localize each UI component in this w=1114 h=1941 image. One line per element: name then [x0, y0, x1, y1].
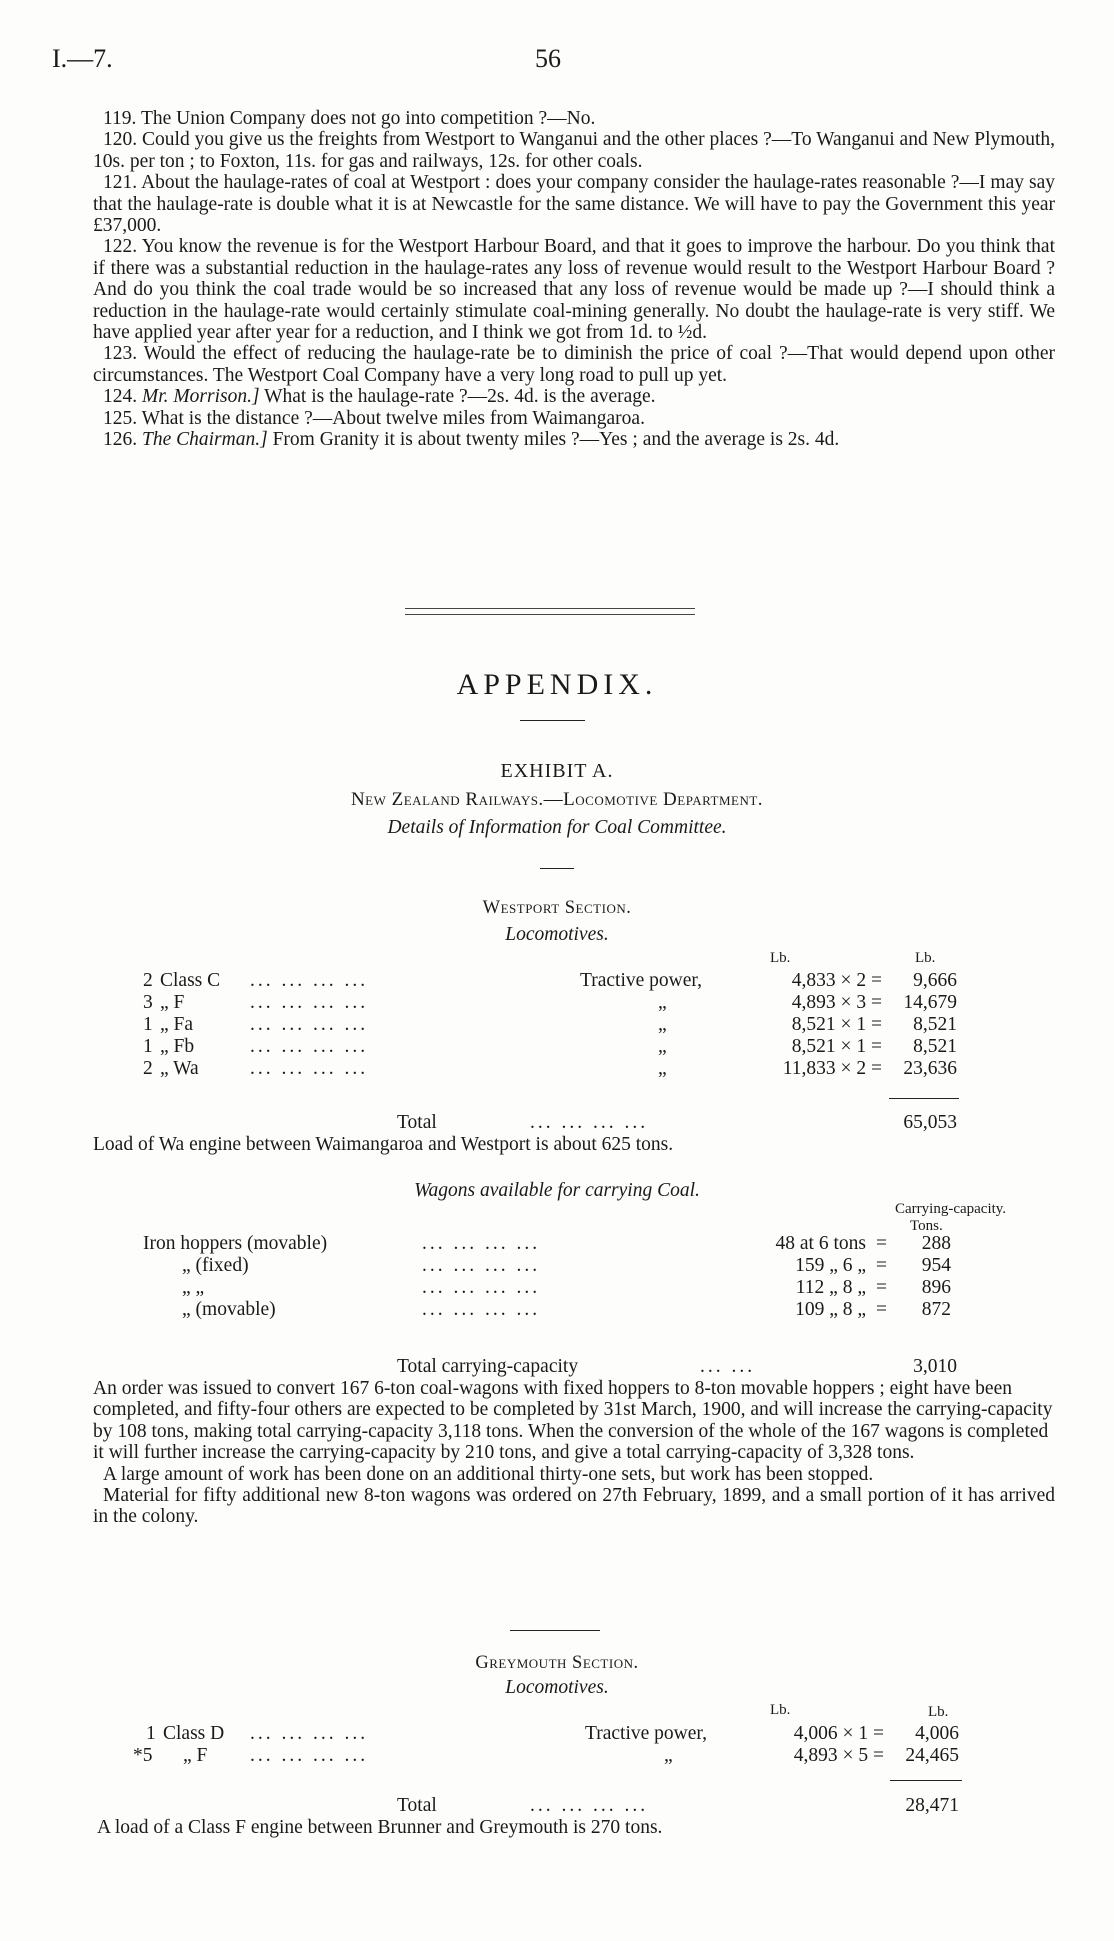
- divider-short: [520, 720, 585, 721]
- paragraph: Material for fifty additional new 8-ton wagons was ordered on 27th February, 1899, and a small portion of it has arrived in the colony.: [93, 1485, 1055, 1528]
- westport-notes: [93, 1378, 1055, 1528]
- westport-locomotives-label: Locomotives.: [505, 924, 609, 945]
- unit-label: Lb.: [928, 1704, 949, 1720]
- greymouth-load-note: A load of a Class F engine between Brunner and Greymouth is 270 tons.: [97, 1817, 663, 1838]
- sum-rule: [890, 1780, 962, 1781]
- qa-123: 123. Would the effect of reducing the haulage-rate be to diminish the price of coal ?—That would depend upon other circumstances. The Westport Coal Company have a very long road to pull up yet.: [93, 343, 1055, 386]
- qa-122: 122. You know the revenue is for the Westport Harbour Board, and that it goes to improve the harbour. Do you think that if there was a substantial reduction in the haulage-rates any loss of revenue would result to the Westport Harbour Board ? And do you think the coal trade would be so increased that any loss of revenue would be made up ?—I should think a reduction in the haulage-rate would certainly stimulate coal-mining generally. No doubt the haulage-rate is very stiff. We have applied year after year for a reduction, and I think we got from 1d. to ½d.: [93, 236, 1056, 344]
- exhibit-title: EXHIBIT A.: [500, 760, 614, 782]
- testimony-block: [93, 108, 1055, 451]
- details-subtitle: Details of Information for Coal Committee.: [387, 817, 727, 838]
- document-page: I.—7. 56 119. The Union Company does not go into competition ?—No. 120. Could you give us the freights from Westport to Wanganui and the other places ?—To Wanganui and New Plymouth, 10s. per ton ; to Foxton, 11s. for gas and railways, 12s. for other coals. 121. About the haulage-rates of coal at Westport : does your company consider the haulage-rates reasonable ?—I may say that the haulage-rate is double what it is at Newcastle for the same distance. We will have to pay the Government this year £37,000. 122. You know the revenue is for the Westport Harbour Board, and that it goes to improve the harbour. Do you think that if there was a substantial reduction in the haulage-rates any loss of revenue would result to the Westport Harbour Board ? And do you think the coal trade would be so increased that any loss of revenue would be made up ?—I should think a reduction in the haulage-rate would certainly stimulate coal-mining generally. No doubt the haulage-rate is very stiff. We have applied year after year for a reduction, and I think we got from 1d. to ½d. 123. Would the effect of reducing the haulage-rate be to diminish the price of coal ?—That would depend upon other circumstances. The Westport Coal Company have a very long road to pull up yet. 124. Mr. Morrison.] What is the haulage-rate ?—2s. 4d. is the average. 125. What is the distance ?—About twelve miles from Waimangaroa. 126. The Chairman.] From Granity it is about twenty miles ?—Yes ; and the average is 2s. 4d. APPENDIX. EXHIBIT A. New Zealand Railways.—Locomotive Department. Details of Information for Coal Committee. Westport Section. Locomotives. Lb. Lb. 2 Class C ... ... ... ... Tractive power, 4,833 × 2 = 9,666 3 „ F ... ... ... ... „ 4,893 × 3 = 14,679 1 „ Fa ... ... ... ... „ 8,521 × 1 = 8,521 1 „ Fb ... ... ... ... „ 8,521 × 1 = 8,521 2 „ Wa ... ... ... ... „ 11,833 × 2 = 23,636 Total ... ... ... ... 65,053 Load of Wa engine between Waimangaroa and Westport is about 625 tons. Wagons available for carrying Coal. Carrying-capacity. Tons. Iron hoppers (movable) ... ... ... ... 48 at 6 tons = 288 „ (fixed) ... ... ... ... 159 „ 6 „ = 954 „ „ ... ... ... ... 112 „ 8 „ = 896 „ (movable) ... ... ... ... 109 „ 8 „ = 872 Total carrying-capacity ... ... 3,010 An order was issued to convert 167 6-ton coal-wagons with fixed hoppers to 8-ton movable hoppers ; eight have been completed, and fifty-four others are expected to be completed by 31st March, 1900, and will increase the carrying-capacity by 108 tons, making total carrying-capacity 3,118 tons. When the conversion of the whole of the 167 wagons is completed it will further increase the carrying-capacity by 210 tons, and give a total carrying-capacity of 3,328 tons. A large amount of work has been done on an additional thirty-one sets, but work has been stopped. Material for fifty additional new 8-ton wagons was ordered on 27th February, 1899, and a small portion of it has arrived in the colony. Greymouth Section. Locomotives. Lb. Lb. 1 Class D ... ... ... ... Tractive power, 4,006 × 1 = 4,006 *5 „ F ... ... ... ... „ 4,893 × 5 = 24,465 Total ... ... ... ... 28,471 A load of a Class F engine between Brunner and Greymouth is 270 tons.: [0, 0, 1114, 1941]
- qa-126: 126. The Chairman.] From Granity it is about twenty miles ?—Yes ; and the average is 2s. 4d.: [103, 429, 840, 451]
- capacity-unit: Tons.: [910, 1218, 943, 1234]
- page-number: 56: [535, 44, 561, 73]
- qa-124: 124. Mr. Morrison.] What is the haulage-rate ?—2s. 4d. is the average.: [103, 386, 656, 408]
- appendix-title: APPENDIX.: [456, 668, 658, 701]
- qa-121: 121. About the haulage-rates of coal at Westport : does your company consider the haulage-rates reasonable ?—I may say that the haulage-rate is double what it is at Newcastle for the same distance. We will have to pay the Government this year £37,000.: [93, 172, 1055, 237]
- qa-120: 120. Could you give us the freights from Westport to Wanganui and the other places ?—To Wanganui and New Plymouth, 10s. per ton ; to Foxton, 11s. for gas and railways, 12s. for other coals.: [93, 129, 1056, 172]
- qa-125: 125. What is the distance ?—About twelve miles from Waimangaroa.: [103, 407, 645, 429]
- qa-119: 119. The Union Company does not go into competition ?—No.: [103, 108, 596, 129]
- greymouth-section-title: Greymouth Section.: [475, 1653, 639, 1673]
- capacity-header: Carrying-capacity.: [895, 1201, 1007, 1217]
- divider-short: [510, 1630, 600, 1631]
- paragraph: An order was issued to convert 167 6-ton coal-wagons with fixed hoppers to 8-ton movable hoppers ; eight have been completed, and fifty-four others are expected to be completed by 31st March, 1900, and will increase the carrying-capacity by 108 tons, making total carrying-capacity 3,118 tons. When the conversion of the whole of the 167 wagons is completed it will further increase the carrying-capacity by 210 tons, and give a total carrying-capacity of 3,328 tons.: [93, 1378, 1053, 1464]
- unit-label: Lb.: [915, 950, 936, 966]
- divider-short: [540, 868, 574, 869]
- department-title: New Zealand Railways.—Locomotive Department.: [350, 789, 764, 810]
- page-reference: I.—7.: [52, 44, 113, 73]
- unit-label: Lb.: [770, 950, 791, 966]
- greymouth-locomotives-label: Locomotives.: [505, 1677, 609, 1698]
- unit-label: Lb.: [770, 1702, 791, 1718]
- section-divider: [405, 608, 695, 615]
- sum-rule: [889, 1098, 959, 1099]
- wagons-label: Wagons available for carrying Coal.: [414, 1180, 700, 1201]
- westport-load-note: Load of Wa engine between Waimangaroa and Westport is about 625 tons.: [93, 1134, 674, 1155]
- paragraph: A large amount of work has been done on an additional thirty-one sets, but work has been stopped.: [103, 1463, 874, 1485]
- westport-section-title: Westport Section.: [482, 898, 632, 918]
